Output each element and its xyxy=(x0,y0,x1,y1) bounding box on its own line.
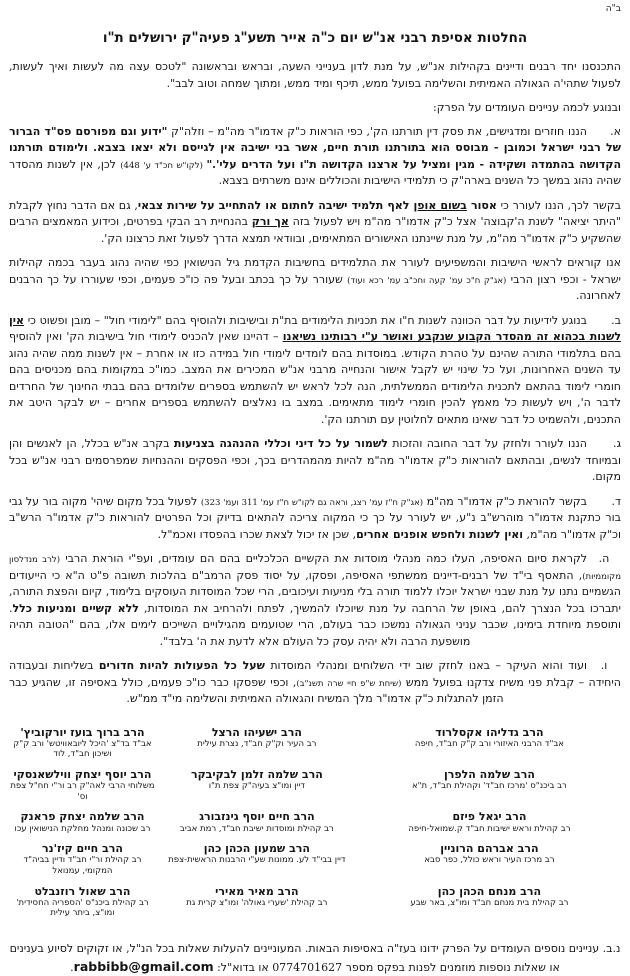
agenda-subheading: ובנוגע לכמה עניינים העומדים על הפרק: xyxy=(433,101,621,114)
resolution-paragraph xyxy=(9,658,621,708)
rabbi-role: אב"ד בד"צ 'היכל ליובאוויטש' ורב ק"ק ושיכון חב"ד, לוד xyxy=(13,738,152,760)
text-segment: לכן, אין לשנות מהסדר שהיה נהוג במשך כל השנים בארה"ק כי תלמידי הישיבות והכוללים אינם משרתים בצבא. xyxy=(9,157,621,187)
rabbi-role: אב"ד הרבני האיזורי ורב ק"ק חב"ד, חיפה xyxy=(414,738,564,749)
text-segment: , התאסף בי"ד של רבנים-דיינים ממשתפי האסיפה, ופסקו, על יסוד פסק הרמב"ם בהלכות תשובה פ"ט ה"א כי הייעודים הגשמיים נתנו על מנת שבני ישראל יוכלו ללמוד תורה בלי מניעות ועיכובים, הרי שכל המוסדות העוסקים בלימוד, קיום והפצת התורה, יתברכו בכל הנצרך להם, באופן של הרחבה על מנת שיוכלו להמשיך, לפתח ולהרחיב את המוסדות, xyxy=(9,568,621,615)
text-segment: לקראת סיום האסיפה, העלו כמה מנהלי מוסדות את הקשיים הכלכליים בהם הם עומדים, ועפ"י הוראת הרבי xyxy=(60,552,588,565)
rabbi-name: הרב שמעון הכהן כהן xyxy=(203,842,310,856)
text-segment: בקשר להוראת כ"ק אדמו"ר מה"מ xyxy=(423,494,588,508)
text-segment: נ.ב. עניינים נוספים העומדים על הפרק ידונו בעז"ה באסיפות הבאות. המעוניינים להעלות שאלות בכל הנ"ל, או זקוקים לסיוע בענינים או שאלות נוספות מוזמנים לפנות בפקס מספר 0774701627 או בדוא"ל: xyxy=(9,942,621,974)
rabbi-role: רב קהילת ומוסדות ישיבת חב"ד, רמת אביב xyxy=(179,823,334,834)
rabbi-role: רב קהילת 'שערי גאולה' ומו"צ קרית גת xyxy=(186,897,328,908)
text-segment: שעל כל הפעולות להיות חדורים xyxy=(98,659,265,672)
rabbi-name: הרב שלמה הלפרן xyxy=(443,767,535,781)
signature-block xyxy=(358,842,621,876)
resolution-paragraph xyxy=(9,255,621,305)
rabbi-name: הרב ברוך בועז יורקוביץ' xyxy=(20,725,145,739)
rabbi-role: רב העיר וק"ק חב"ד, נצרת עילית xyxy=(197,738,317,749)
rabbi-name: הרב אברהם הרוניין xyxy=(440,842,539,856)
rabbi-role: רב קהילת וראש ישיבות חב"ד ק.שמואל-חיפה xyxy=(408,823,571,834)
text-segment: בשום אופן xyxy=(413,198,467,212)
signature-block xyxy=(156,726,358,760)
bh-header: ב"ה xyxy=(605,4,621,14)
rabbi-name: הרב גדליהו אקסלרוד xyxy=(435,725,544,739)
signature-block xyxy=(9,768,156,802)
paragraph-label: א. xyxy=(610,124,621,138)
rabbi-role: רב שכונה ומנהל מחלקת הנישואין עכו xyxy=(14,823,151,834)
page-title: החלטות אסיפת רבני אנ"ש יום כ"ה אייר תשע"ג פעיה"ק ירושלים ת"ו xyxy=(102,30,528,46)
rabbi-name: הרב שלמה זלמן לבקיבקר xyxy=(190,767,323,781)
rabbi-name: הרב שלמה יצחק פראנק xyxy=(20,810,145,824)
text-segment: (לקו"ש חכ"ד ע' 448) xyxy=(120,160,207,171)
signature-block xyxy=(358,768,621,802)
paragraph-label: ג. xyxy=(612,437,621,450)
text-segment: ללא קשיים ומניעות כלל xyxy=(12,601,139,615)
resolution-paragraph xyxy=(9,124,621,190)
paragraph-label: ב. xyxy=(611,313,621,327)
rabbi-role: דיין ומו"צ בעיה"ק צפת ת"ו xyxy=(208,781,306,792)
rabbi-name: הרב מאיר מאירי xyxy=(215,884,299,898)
resolution-paragraph xyxy=(9,313,621,429)
rabbi-name: הרב חיים קיז'נר xyxy=(41,842,123,856)
resolution-paragraphs xyxy=(9,124,621,708)
text-segment: , שכן אז יכול לצאת שכרו בהפסדו ואכמ"ל. xyxy=(157,527,357,541)
rabbi-role: רב קהילת ביכנ"ס 'הספריה החסידית' ומו"צ, ביתר עילית xyxy=(16,897,149,919)
resolution-paragraph xyxy=(9,494,621,544)
text-segment: בהנחיית רב הבקי בפרטים, וכידוע המאמצים הרבים שהשקיע כ"ק אדמו"ר מה"מ, על מנת שיינתנו האישורים המתאימים, ובוודאי תמצא הדרך לפעול זאת כרצונו הק'. xyxy=(9,215,621,245)
text-segment: שעורר על כך בכתב ובעל פה כו"כ פעמים, וכפי שעוררו על כך הרבנים לאחרונה. xyxy=(9,272,621,302)
text-segment: הננו לעורר ולחזק על דבר החובה והזכות xyxy=(387,437,587,450)
rabbi-name: הרב יוסף יצחק ווילשאנסקי xyxy=(13,767,152,781)
rabbi-name: הרב מנחם הכהן כהן xyxy=(437,884,542,898)
text-segment: , וכפי שפסקו כבר כו"כ פעמים, כולל באסיפה זו, שהגיע כבר הזמן להתגלות כ"ק אדמו"ר מלך המשיח והגאולה האמיתית והשלימה מי"ד ממ"ש. xyxy=(9,675,504,705)
text-segment: אסור xyxy=(466,198,497,212)
footer-note xyxy=(9,941,621,976)
signature-block xyxy=(9,726,156,760)
text-segment: לפעול בכל מקום שיהי' מקוה בור על גבי בור כתקנת אדמו"ר מוהרש"ב נ"ע, יש לעורר על כך כי המקוה צריכה להתאים בדיוק וכל הפרטים להוראות כ"ק אדמו"ר הרש"ב וכ"ק אדמו"ר מה"מ, xyxy=(9,494,621,541)
signature-block xyxy=(156,842,358,876)
text-segment: – דהיינו שאין להכניס לימודי חול בישיבות הק' ואין להוסיף בהם בתלמודי התורה שהינם על טהרת הקודש. במוסדות בהם לומדים לימודי חול במידה כזו או אחרת – אין לשנות ממה שהיה נהוג עד השנים האחרונות, ועל כל שינוי יש לקבל אישור והנחייה מרבני אנ"ש המכירים את המצב. כמו"כ במקומות בהם מכניסים בהם חומרי לימוד בהתאם לתכנית הלימודים הממשלתית, הנה לכל לראש יש להשתמש בספרים שלומדים בהם בבתי החינוך של החרדים לדבר ה', ויש לעשות כל מאמץ להכין חומרי לימוד מתאימים. במצב בו נאלצים להשתמש בספרים אחרים – יש לבקר היטב את התכנים, ולהשמיט כל דבר שאינו מתאים לחלוטין עם תורתנו הק'. xyxy=(9,330,621,426)
text-segment: (לרב מנדלסון מקוממיות) xyxy=(9,555,621,582)
rabbi-role: דיין בבי"ד לע. ממונות שע"י הרבנות הראשית-צפת xyxy=(168,855,346,866)
text-segment: הננו חוזרים ומדגישים, את פסק דין תורתנו הק', כפי הוראות כ"ק אדמו"ר מה"מ – וזלה"ק xyxy=(167,124,587,138)
rabbi-role: רב קהילת ור"י חב"ד ודיין בביה"ד המקומי, עמנואל xyxy=(23,855,142,876)
text-segment: בנוגע לידיעות על דבר הכוונה לשנות ח"ו את תכניות הלימודים בת"ת ובישיבות ולהוסיף בהם "לימודי חול" – מובן ופשוט כי xyxy=(24,313,587,327)
rabbi-role: רב קהילת בית מנחם חב"ד ומו"צ, באר שבע xyxy=(410,897,569,908)
signature-block xyxy=(358,885,621,919)
paragraph-label: ד. xyxy=(611,494,622,508)
signatures-grid xyxy=(9,726,621,928)
email-text: rabbibb@gmail.com xyxy=(73,958,214,974)
text-segment: בקשר לכך, הננו לעורר כי xyxy=(496,198,622,212)
paragraph-label: ו. xyxy=(600,659,608,672)
signature-block xyxy=(156,768,358,802)
resolution-paragraph xyxy=(9,436,621,486)
intro-paragraph: התכנסנו יחד רבנים ודיינים בקהילות אנ"ש, על מנת לדון בענייני השעה, ובראש ובראשונה "לטכס עצה מה לעשות ואיך לעשות, לפעול שתהי'ה הגאולה האמיתית והשלימה בפועל ממש, תיכף ומיד ממש, ומתוך שמחה וטוב לבב". xyxy=(9,60,621,90)
text-segment: (אג"ק ח"כ עמ' קעה וחכ"ב עמ' רכא ועוד) xyxy=(347,275,507,286)
rabbi-name: הרב שאול רוזנבלט xyxy=(34,884,131,898)
signature-block xyxy=(358,726,621,760)
text-segment: בקרב אנ"ש בכלל, הן לאנשים והן ובמיוחד לנשים, ובהתאם להוראות כ"ק אדמו"ר מה"מ להיות מהמהדרים בכך, וכפי הפסקים וההנחיות שמפרסמים רבני אנ"ש בכל מקום. xyxy=(9,437,621,483)
text-segment: ואין לשנות ולחפש אופנים אחרים xyxy=(356,527,524,541)
text-segment: ועוד והוא העיקר – באנו לחזק שוב ידי השלוחים ומנהלי המוסדות xyxy=(264,659,587,672)
text-segment: בשליחות ובעבודה היחידה – קבלת פני משיח צדקנו בפועל ממש xyxy=(9,659,621,689)
text-segment: , גם אם הדבר נחוץ לקבלת "היתר יציאה" לשנת ה'קבוצה' אצל כ"ק אדמו"ר מה"מ ויש לפעול בזה xyxy=(9,198,621,228)
signature-block xyxy=(156,810,358,834)
text-segment: לשמור על כל דיני וכללי ההנהגה בצניעות xyxy=(173,437,388,450)
rabbi-name: הרב יגאל פיזם xyxy=(452,810,527,824)
text-segment: (אג"ק ח"ז עמ' רצג, וראה גם לקו"ש ח"ז עמ' 311 ועמ' 323) xyxy=(200,497,424,508)
text-segment: . xyxy=(70,960,74,974)
text-segment: אנו קוראים לראשי הישיבות והמשפיעים לעורר את התלמידים בחשיבות הקדמת גיל הנישואין כפי שהיה נהוג בעבר בכמה קהילות ישראל - וכפי רצון הרבי xyxy=(9,256,621,286)
signature-block xyxy=(9,810,156,834)
text-segment: . ותוספת מיוחדת בימינו, שכבר עניני הגאולה נמשכו כבר בעולם, הרי שטועמים מהגילויים השייכים לימים אלו, בהם "הטובה תהיה מושפעת הרבה ולא יהיה עסק כל העולם אלא לדעת את ה' בלבד". xyxy=(9,601,621,648)
text-segment: (שיחת ש"פ חיי שרה תשנ"ב) xyxy=(296,678,402,689)
resolution-paragraph xyxy=(9,551,621,650)
rabbi-name: הרב חיים יוסף גינזבורג xyxy=(199,810,315,824)
text-segment: אין לשנות בכהוא זה מהסדר הקבוע שנקבע ואושר ע"י רבותינו נשיאנו xyxy=(9,313,621,343)
signature-block xyxy=(358,810,621,834)
text-segment: "ידוע וגם מפורסם פס"ד הברור של רבני ישראל וכמובן - מבוסס הוא בתורתנו תורת חיים, אשר בני ישיבה אין לגייסם ולא יצאו בצבא. ולימודם תורתנו הקדושה בהתמדה ושקידה - מגין ומציל על ארצנו הקדושה ת"ו ועל הדרים עלי'." xyxy=(9,124,621,171)
text-segment: אך ורק xyxy=(251,215,289,228)
paragraph-label: ה. xyxy=(598,552,610,565)
signature-block xyxy=(156,885,358,919)
rabbi-role: רב ביכנ"ס 'מרכז חב"ד' וקהילת חב"ד, ת"א xyxy=(411,781,567,792)
rabbi-role: רב מרכז העיר וראש כולל, כפר סבא xyxy=(424,855,555,866)
rabbi-name: הרב ישעיהו הרצל xyxy=(211,725,302,739)
rabbi-role: משלוחי הרבי לאה"ק רב ור"י חח"ל צפת וס' xyxy=(10,781,155,802)
signature-block xyxy=(9,885,156,919)
signature-block xyxy=(9,842,156,876)
text-segment: לאף תלמיד ישיבה לחתום או להתחייב על שירות צבאי xyxy=(137,198,414,212)
resolution-paragraph xyxy=(9,198,621,248)
